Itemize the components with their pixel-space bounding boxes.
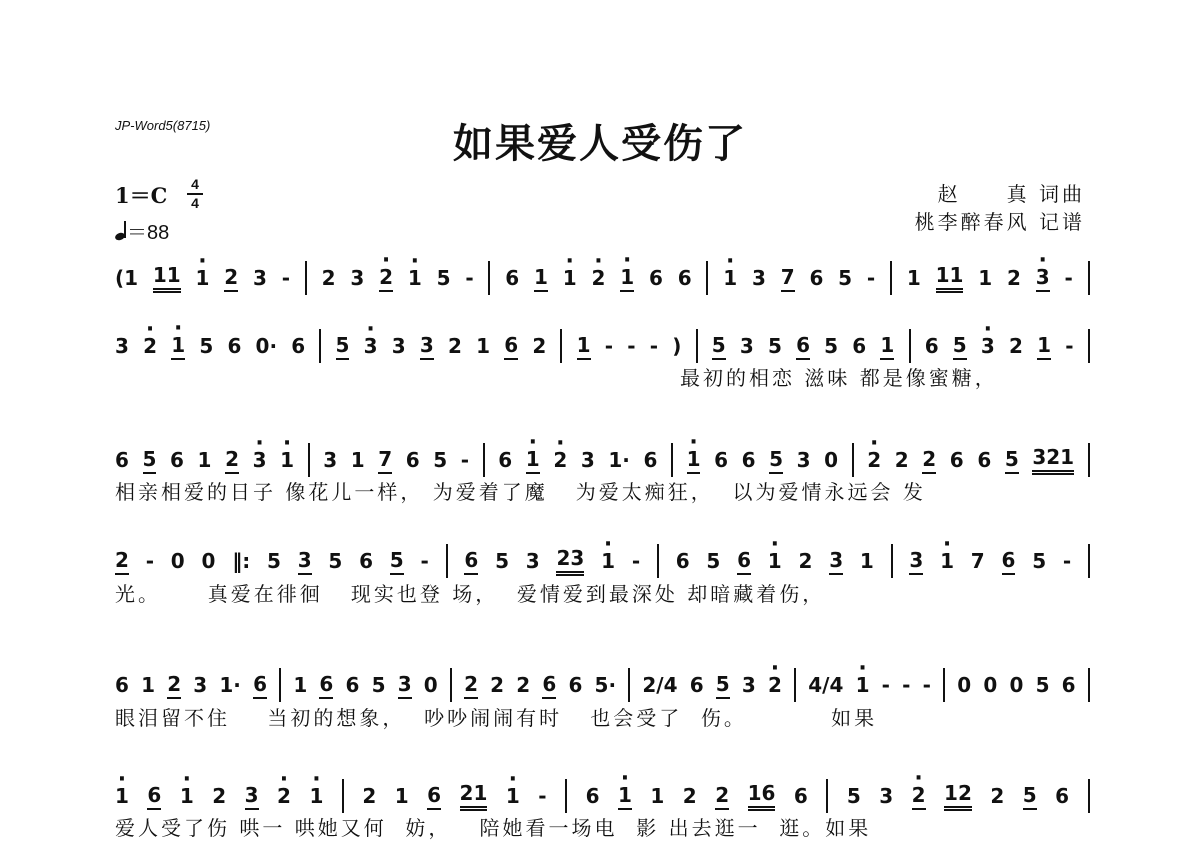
barline (279, 668, 281, 702)
note-glyph: 1 (197, 448, 212, 472)
note-glyph: - (627, 334, 636, 358)
note-glyph: · 2 (143, 334, 157, 358)
barline (446, 544, 448, 578)
barline (305, 261, 307, 295)
note-glyph: 2 (715, 783, 729, 810)
note-glyph: 5 (716, 672, 730, 699)
note-glyph: 4/4 (808, 673, 844, 697)
note-glyph: - (538, 784, 547, 808)
note-glyph: 6 (115, 448, 129, 472)
note-glyph: 7 (970, 549, 985, 573)
barline (628, 668, 630, 702)
note-glyph: 3 (323, 448, 338, 472)
lyrics-row-6: 爱人受了伤 哄一 哄她又何 妨， 陪她看一场电 影 出去逛一 逛。如果 (115, 816, 872, 840)
note-glyph: - (420, 549, 429, 573)
note-glyph: 6 (319, 672, 333, 699)
note-glyph: 3 (350, 266, 365, 290)
note-glyph: 3 (909, 548, 923, 575)
note-glyph: 2 (167, 672, 181, 699)
note-glyph: 2 (321, 266, 336, 290)
note-glyph: · 1 (687, 447, 701, 474)
notation-row-6 (115, 776, 1090, 816)
note-glyph: 6 (689, 673, 704, 697)
note-glyph: · 1 (620, 265, 634, 292)
note-glyph: 5 (143, 447, 157, 474)
note-glyph: - (1062, 549, 1072, 573)
note-glyph: 6 (505, 266, 520, 290)
note-glyph: 6 (147, 783, 161, 810)
barline (483, 443, 485, 477)
barline (943, 668, 945, 702)
note-glyph: 6 (737, 548, 751, 575)
note-glyph: 1 (577, 333, 591, 360)
note-glyph: 6 (677, 266, 692, 290)
barline (450, 668, 452, 702)
note-glyph: 3 (398, 672, 412, 699)
note-glyph: · 1 (280, 448, 294, 472)
note-glyph: 5 (953, 333, 967, 360)
tempo-marking (115, 216, 169, 245)
source-label: JP-Word5(8715) (115, 118, 211, 133)
note-glyph: 3 (115, 334, 129, 358)
note-glyph: - (922, 673, 931, 697)
note-glyph: · 1 (768, 549, 782, 573)
notation-row-1 (115, 258, 1090, 298)
note-glyph: 21 (460, 781, 488, 811)
note-glyph: 1 (906, 266, 921, 290)
note-glyph: · 1 (618, 783, 632, 810)
note-glyph: 2 (894, 448, 909, 472)
note-glyph: · 2 (768, 673, 782, 697)
note-glyph: 2 (516, 673, 531, 697)
note-glyph: 6 (675, 549, 690, 573)
barline (319, 329, 321, 363)
note-glyph: 6 (796, 333, 810, 360)
note-glyph: 3 (253, 266, 267, 290)
barline (657, 544, 659, 578)
note-glyph: 7 (378, 447, 392, 474)
note-glyph: 3 (739, 334, 754, 358)
note-glyph: 5 (846, 784, 861, 808)
barline (560, 329, 562, 363)
note-glyph: 2 (115, 548, 129, 575)
note-glyph: - (649, 334, 659, 358)
note-glyph: 16 (748, 781, 776, 811)
note-glyph: - (1065, 334, 1074, 358)
note-glyph: 1 (978, 266, 993, 290)
note-glyph: 6 (1061, 673, 1076, 697)
note-glyph: · 2 (591, 266, 605, 290)
note-glyph: 0 (201, 549, 216, 573)
note-glyph: · 1 (180, 784, 194, 808)
barline (826, 779, 828, 813)
note-glyph: 5 (266, 549, 281, 573)
note-glyph: 5 (706, 549, 721, 573)
note-glyph: 2 (212, 784, 227, 808)
note-glyph: 23 (556, 546, 584, 576)
note-glyph: 6 (291, 334, 306, 358)
note-glyph: · 1 (115, 784, 129, 808)
note-glyph: · 1 (309, 784, 323, 808)
barline (891, 544, 893, 578)
barline (794, 668, 796, 702)
note-glyph: 5 (433, 448, 448, 472)
note-glyph: 2 (922, 447, 936, 474)
note-glyph: · 1 (856, 673, 870, 697)
note-glyph: 1 (650, 784, 665, 808)
note-glyph: · 1 (601, 549, 615, 573)
note-glyph: 2 (682, 784, 697, 808)
note-glyph: 2 (224, 265, 238, 292)
barline (1088, 443, 1090, 477)
note-glyph: 3 (298, 548, 312, 575)
note-glyph: 0 (170, 549, 185, 573)
key-signature: 1＝C (115, 183, 168, 208)
lyrics-row-2: 最初的相恋 滋味 都是像蜜糖， (680, 366, 998, 390)
note-glyph: 5 (371, 673, 386, 697)
note-glyph: · 3 (364, 334, 378, 358)
note-glyph: 2 (490, 673, 505, 697)
note-glyph: 6 (741, 448, 756, 472)
note-glyph: 6 (648, 266, 663, 290)
note-glyph: 3 (580, 448, 595, 472)
note-glyph: 5 (1032, 549, 1047, 573)
note-glyph: 1 (476, 334, 491, 358)
note-glyph: 2 (990, 784, 1005, 808)
note-glyph: 5 (824, 334, 839, 358)
credit-lyric-music: 赵 真 词曲 (937, 182, 1085, 206)
note-glyph: 6 (1055, 784, 1070, 808)
notation-row-5 (115, 665, 1090, 705)
note-glyph: 321 (1032, 445, 1074, 475)
note-glyph: 6 (1002, 548, 1016, 575)
note-glyph: 6 (427, 783, 441, 810)
note-glyph: 2 (225, 447, 239, 474)
note-glyph: 1 (534, 265, 548, 292)
note-glyph: 3 (420, 333, 434, 360)
note-glyph: - (460, 448, 470, 472)
note-glyph: 1 (1037, 333, 1051, 360)
tempo-value: ＝88 (127, 222, 170, 244)
note-glyph: 5 (1005, 447, 1019, 474)
time-sig-bottom: 4 (191, 195, 199, 211)
note-glyph: 0 (983, 673, 998, 697)
lyrics-row-4: 光。 真爱在徘徊 现实也登 场， 爱情爱到最深处 却暗藏着伤， (115, 582, 826, 606)
barline (852, 443, 854, 477)
note-glyph: 5 (769, 447, 783, 474)
barline (696, 329, 698, 363)
note-glyph: 5 (390, 548, 404, 575)
note-glyph: - (145, 549, 155, 573)
quarter-note-icon (115, 221, 127, 241)
note-glyph: - (902, 673, 911, 697)
note-glyph: 5 (436, 266, 451, 290)
notation-row-4 (115, 541, 1090, 581)
note-glyph: 6 (949, 448, 964, 472)
barline (706, 261, 708, 295)
note-glyph: 6 (714, 448, 728, 472)
note-glyph: · 2 (553, 448, 567, 472)
note-glyph: 3 (751, 266, 766, 290)
note-glyph: 2 (447, 334, 462, 358)
note-glyph: 6 (253, 672, 267, 699)
note-glyph: - (1064, 266, 1073, 290)
note-glyph: 5· (594, 673, 617, 697)
barline (890, 261, 892, 295)
note-glyph: 0 (1009, 673, 1024, 697)
note-glyph: 5 (336, 333, 350, 360)
note-glyph: ‖: (232, 549, 251, 573)
note-glyph: 0 (957, 673, 972, 697)
note-glyph: 6 (345, 673, 360, 697)
barline (1088, 329, 1090, 363)
note-glyph: 3 (879, 784, 894, 808)
song-title: 如果爱人受伤了 (453, 120, 747, 167)
barline (671, 443, 673, 477)
note-glyph: 2 (464, 672, 478, 699)
barline (565, 779, 567, 813)
note-glyph: - (866, 266, 876, 290)
note-glyph: 5 (1035, 673, 1050, 697)
note-glyph: 11 (936, 263, 964, 293)
note-glyph: 1 (880, 333, 894, 360)
note-glyph: 5 (1023, 783, 1037, 810)
note-glyph: 0 (423, 673, 438, 697)
note-glyph: 5 (712, 333, 726, 360)
note-glyph: (1 (115, 266, 139, 290)
note-glyph: 5 (199, 334, 214, 358)
note-glyph: - (465, 266, 474, 290)
note-glyph: 6 (809, 266, 824, 290)
note-glyph: 6 (852, 334, 867, 358)
note-glyph: 6 (170, 448, 184, 472)
note-glyph: 3 (829, 548, 843, 575)
note-glyph: 1 (293, 673, 308, 697)
barline (1088, 544, 1090, 578)
note-glyph: 5 (767, 334, 782, 358)
note-glyph: 2 (532, 334, 547, 358)
note-glyph: 1 (350, 448, 365, 472)
note-glyph: 5 (838, 266, 853, 290)
note-glyph: · 1 (526, 447, 540, 474)
note-glyph: · 3 (253, 448, 267, 472)
note-glyph: · 1 (196, 266, 210, 290)
note-glyph: 6 (924, 334, 939, 358)
credits (915, 180, 1085, 236)
note-glyph: 5 (495, 549, 509, 573)
note-glyph: 5 (328, 549, 343, 573)
note-glyph: 2 (1006, 266, 1021, 290)
notation-row-3 (115, 440, 1090, 480)
note-glyph: ) (672, 334, 682, 358)
note-glyph: 6 (464, 548, 478, 575)
lyrics-row-3: 相亲相爱的日子 像花儿一样， 为爱着了魔 为爱太痴狂， 以为爱情永远会 发 (115, 480, 926, 504)
note-glyph: 2 (798, 549, 813, 573)
barline (909, 329, 911, 363)
time-sig-top: 4 (191, 176, 199, 192)
note-glyph: 6 (568, 673, 583, 697)
note-glyph: 7 (781, 265, 795, 292)
note-glyph: · 2 (912, 783, 926, 810)
note-glyph: 6 (359, 549, 374, 573)
note-glyph: 3 (245, 783, 259, 810)
note-glyph: 3 (391, 334, 406, 358)
note-glyph: 1· (608, 448, 630, 472)
note-glyph: 1· (219, 673, 241, 697)
note-glyph: · 2 (867, 448, 881, 472)
note-glyph: 3 (796, 448, 811, 472)
lyrics-row-5: 眼泪留不住 当初的想象， 吵吵闹闹有时 也会受了 伤。 如果 (115, 706, 878, 730)
barline (342, 779, 344, 813)
note-glyph: · 1 (408, 266, 422, 290)
note-glyph: · 1 (563, 266, 577, 290)
barline (1088, 668, 1090, 702)
note-glyph: · 1 (506, 784, 520, 808)
note-glyph: · 1 (940, 549, 954, 573)
note-glyph: · 3 (1036, 265, 1050, 292)
barline (1088, 261, 1090, 295)
note-glyph: 1 (141, 673, 156, 697)
note-glyph: 1 (394, 784, 409, 808)
note-glyph: 12 (944, 781, 972, 811)
credit-transcriber: 桃李醉春风 记谱 (914, 210, 1085, 234)
note-glyph: 11 (153, 263, 181, 293)
note-glyph: 3 (741, 673, 756, 697)
note-glyph: - (631, 549, 641, 573)
barline (308, 443, 310, 477)
note-glyph: 2 (362, 784, 377, 808)
note-glyph: 0 (824, 448, 839, 472)
note-glyph: 1 (859, 549, 874, 573)
note-glyph: · 1 (723, 266, 737, 290)
note-glyph: · 3 (981, 334, 995, 358)
note-glyph: 6 (498, 448, 513, 472)
note-glyph: 6 (115, 673, 129, 697)
note-glyph: 6 (504, 333, 518, 360)
barline (1088, 779, 1090, 813)
note-glyph: 6 (227, 334, 242, 358)
note-glyph: 6 (977, 448, 992, 472)
note-glyph: 3 (193, 673, 208, 697)
note-glyph: · 2 (277, 784, 291, 808)
note-glyph: · 1 (171, 333, 185, 360)
note-glyph: 6 (542, 672, 556, 699)
time-signature (185, 177, 205, 211)
note-glyph: - (881, 673, 890, 697)
note-glyph: 6 (585, 784, 600, 808)
note-glyph: 2/4 (642, 673, 678, 697)
note-glyph: 3 (525, 549, 540, 573)
note-glyph: · 2 (379, 265, 393, 292)
barline (488, 261, 490, 295)
note-glyph: 6 (405, 448, 420, 472)
note-glyph: 0· (255, 334, 278, 358)
note-glyph: - (604, 334, 614, 358)
note-glyph: 6 (643, 448, 658, 472)
note-glyph: - (281, 266, 291, 290)
note-glyph: 2 (1009, 334, 1023, 358)
note-glyph: 6 (793, 784, 808, 808)
notation-row-2 (115, 326, 1090, 366)
